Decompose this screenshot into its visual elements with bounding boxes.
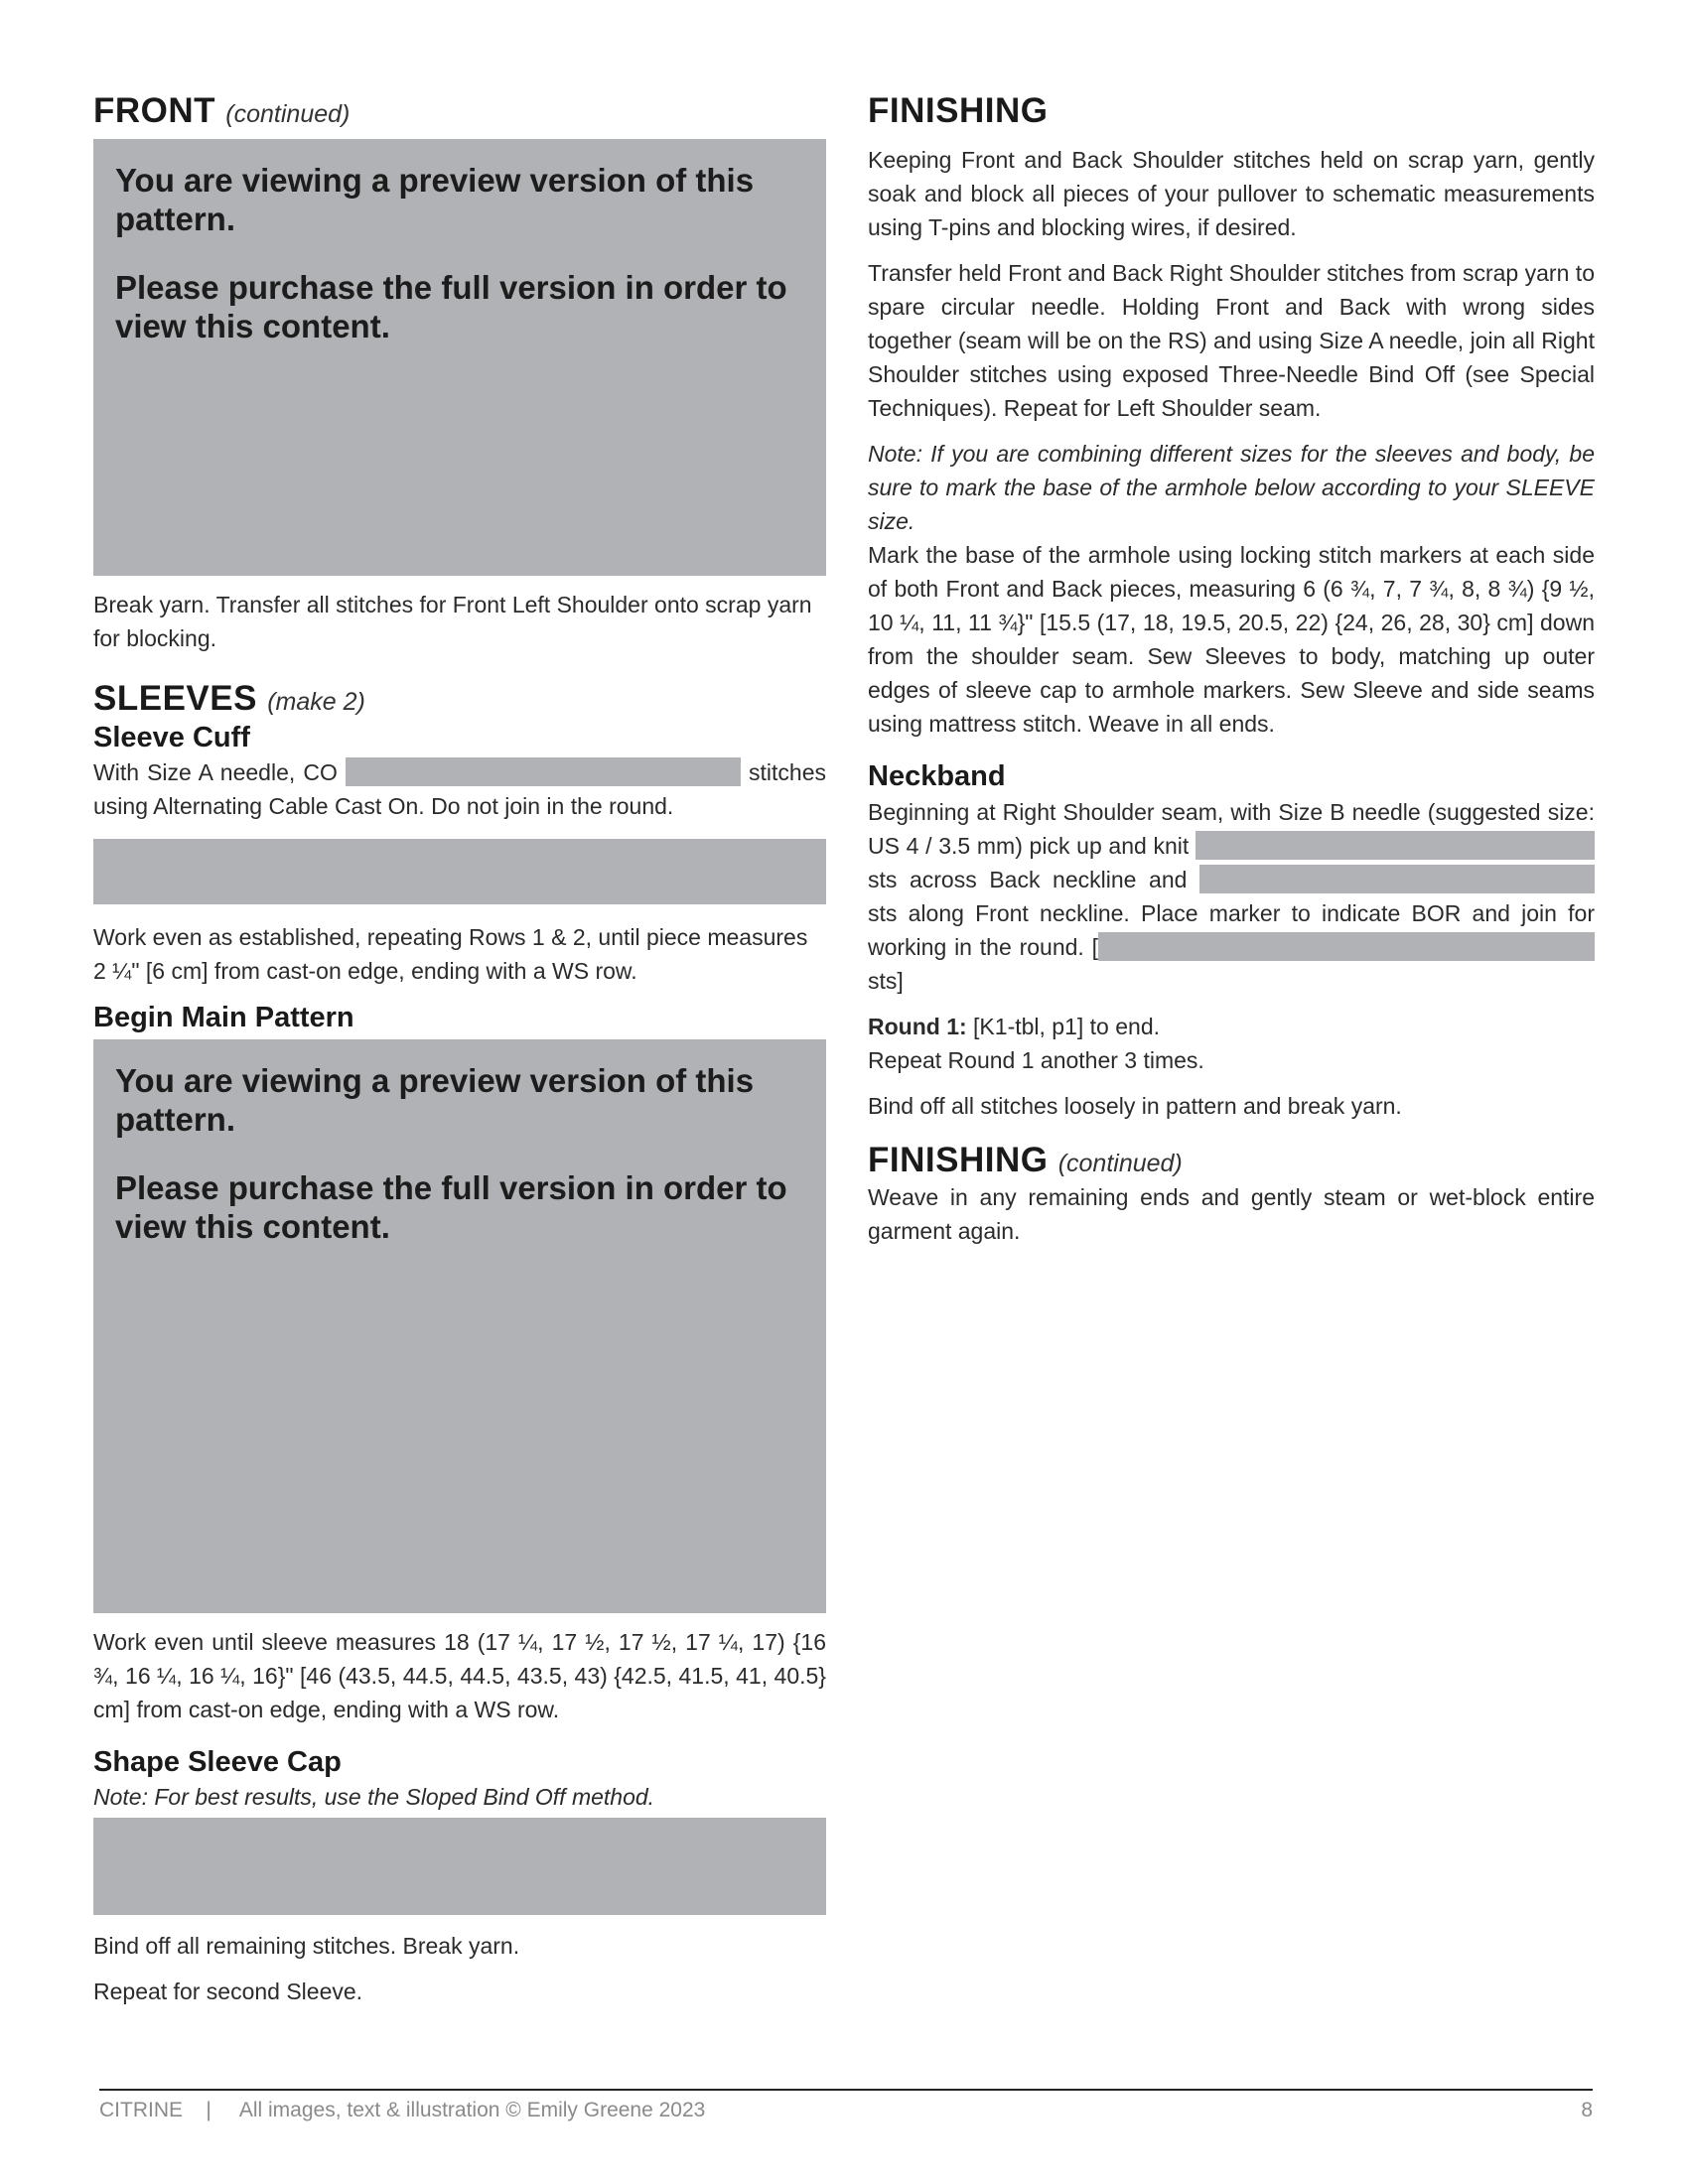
sleeves-heading: SLEEVES (make 2): [93, 679, 365, 719]
finishing-heading: FINISHING: [868, 91, 1049, 130]
footer-copyright: All images, text & illustration © Emily Greene 2023: [238, 2099, 706, 2121]
finishing-final-text: Weave in any remaining ends and gently steam or wet-block entire garment again.: [868, 1183, 1595, 1244]
main-pattern-heading: Begin Main Pattern: [93, 1001, 354, 1033]
shape-sleeve-cap-heading: Shape Sleeve Cap: [93, 1746, 342, 1778]
redacted-sleeve-cap: [93, 1818, 826, 1915]
redacted-stitch-count: [346, 757, 741, 786]
preview-block-sleeve: [93, 1039, 826, 1613]
finishing-para-armhole: Mark the base of the armhole using locking stitch markers at each side of both Front and Back pieces, measuring 6 (6 ¾, 7, 7 ¾, 8, 8 ¾) {9 ½, 10 ¼, 11, 11 ¾}" [15.5 (17, 18, 19.5, 20.5, 22) {24, 26, 28, 30} cm] down from the shoulder seam. Sew Sleeves to body, matching up outer edges of sleeve cap to armhole markers. Sew Sleeve and side seams using mattress stitch. Weave in all ends.: [868, 542, 1595, 738]
page-footer: [99, 2099, 1593, 2122]
neckband-instructions: Beginning at Right Shoulder seam, with Size B needle (suggested size: US 4 / 3.5 mm) pick up and knit sts across Back neckline and sts along Front neckline. Place marker to indicate BOR and join for working in the round. [sts]: [868, 798, 1596, 994]
cuff-work-even-text: Work even as established, repeating Rows 1 & 2, until piece measures 2 ¼" [6 cm] from cast-on edge, ending with a WS row.: [93, 923, 808, 984]
neckband-bind-off-text: Bind off all stitches loosely in pattern and break yarn.: [868, 1092, 1402, 1119]
preview-purchase-message: Please purchase the full version in order to view this content.: [115, 269, 787, 345]
footer-pattern-title: CITRINE: [99, 2099, 183, 2121]
front-heading: FRONT (continued): [93, 91, 351, 130]
round-1-instruction: Round 1: [K1-tbl, p1] to end.: [868, 1013, 1160, 1039]
page-number: 8: [1581, 2099, 1593, 2121]
footer-separator: |: [206, 2099, 211, 2121]
footer-divider: [99, 2089, 1593, 2091]
finishing-continued-subheading: (continued): [1057, 1149, 1183, 1177]
redacted-front-neck-count: [1199, 865, 1595, 893]
right-column: [868, 91, 1595, 1248]
sleeve-work-even-text: Work even until sleeve measures 18 (17 ¼, 17 ½, 17 ½, 17 ¼, 17) {16 ¾, 16 ¼, 16 ¼, 16}" [46 (43.5, 44.5, 44.5, 43.5, 43) {42.5, 41.5, 41, 40.5} cm] from cast-on edge, ending with a WS row.: [93, 1629, 826, 1722]
finishing-sizes-note: Note: If you are combining different sizes for the sleeves and body, be sure to mark the base of the armhole below according to your SLEEVE size.: [868, 441, 1595, 535]
redacted-cuff-rows: [93, 839, 826, 904]
redacted-back-neck-count: [1196, 831, 1595, 860]
sleeve-cuff-heading: Sleeve Cuff: [93, 721, 250, 753]
front-subheading: (continued): [225, 100, 351, 128]
preview-block-front: [93, 139, 826, 576]
repeat-round-text: Repeat Round 1 another 3 times.: [868, 1046, 1204, 1073]
repeat-second-sleeve-text: Repeat for second Sleeve.: [93, 1979, 363, 2005]
finishing-para-shoulders: Transfer held Front and Back Right Shoulder stitches from scrap yarn to spare circular needle. Holding Front and Back with wrong sides together (seam will be on the RS) and using Size A needle, join all Right Shoulder stitches using exposed Three-Needle Bind Off (see Special Techniques). Repeat for Left Shoulder seam.: [868, 260, 1595, 422]
bind-off-remaining-text: Bind off all remaining stitches. Break yarn.: [93, 1933, 520, 1960]
sleeve-cap-note: Note: For best results, use the Sloped Bind Off method.: [93, 1784, 655, 1811]
cuff-instructions: With Size A needle, CO stitches using Alternating Cable Cast On. Do not join in the round.: [93, 758, 827, 819]
neckband-heading: Neckband: [868, 760, 1006, 793]
sleeves-subheading: (make 2): [267, 688, 365, 717]
finishing-continued-heading: FINISHING (continued): [868, 1140, 1183, 1179]
front-break-yarn-text: Break yarn. Transfer all stitches for Front Left Shoulder onto scrap yarn for blocking.: [93, 592, 812, 652]
preview-message: You are viewing a preview version of this pattern.: [115, 162, 755, 238]
left-column: [93, 91, 826, 2008]
finishing-para-blocking: Keeping Front and Back Shoulder stitches held on scrap yarn, gently soak and block all pieces of your pullover to schematic measurements using T-pins and blocking wires, if desired.: [868, 147, 1595, 241]
preview-message: You are viewing a preview version of this pattern.: [115, 1062, 755, 1138]
preview-purchase-message: Please purchase the full version in order to view this content.: [115, 1169, 787, 1245]
redacted-total-count: [1098, 932, 1595, 961]
